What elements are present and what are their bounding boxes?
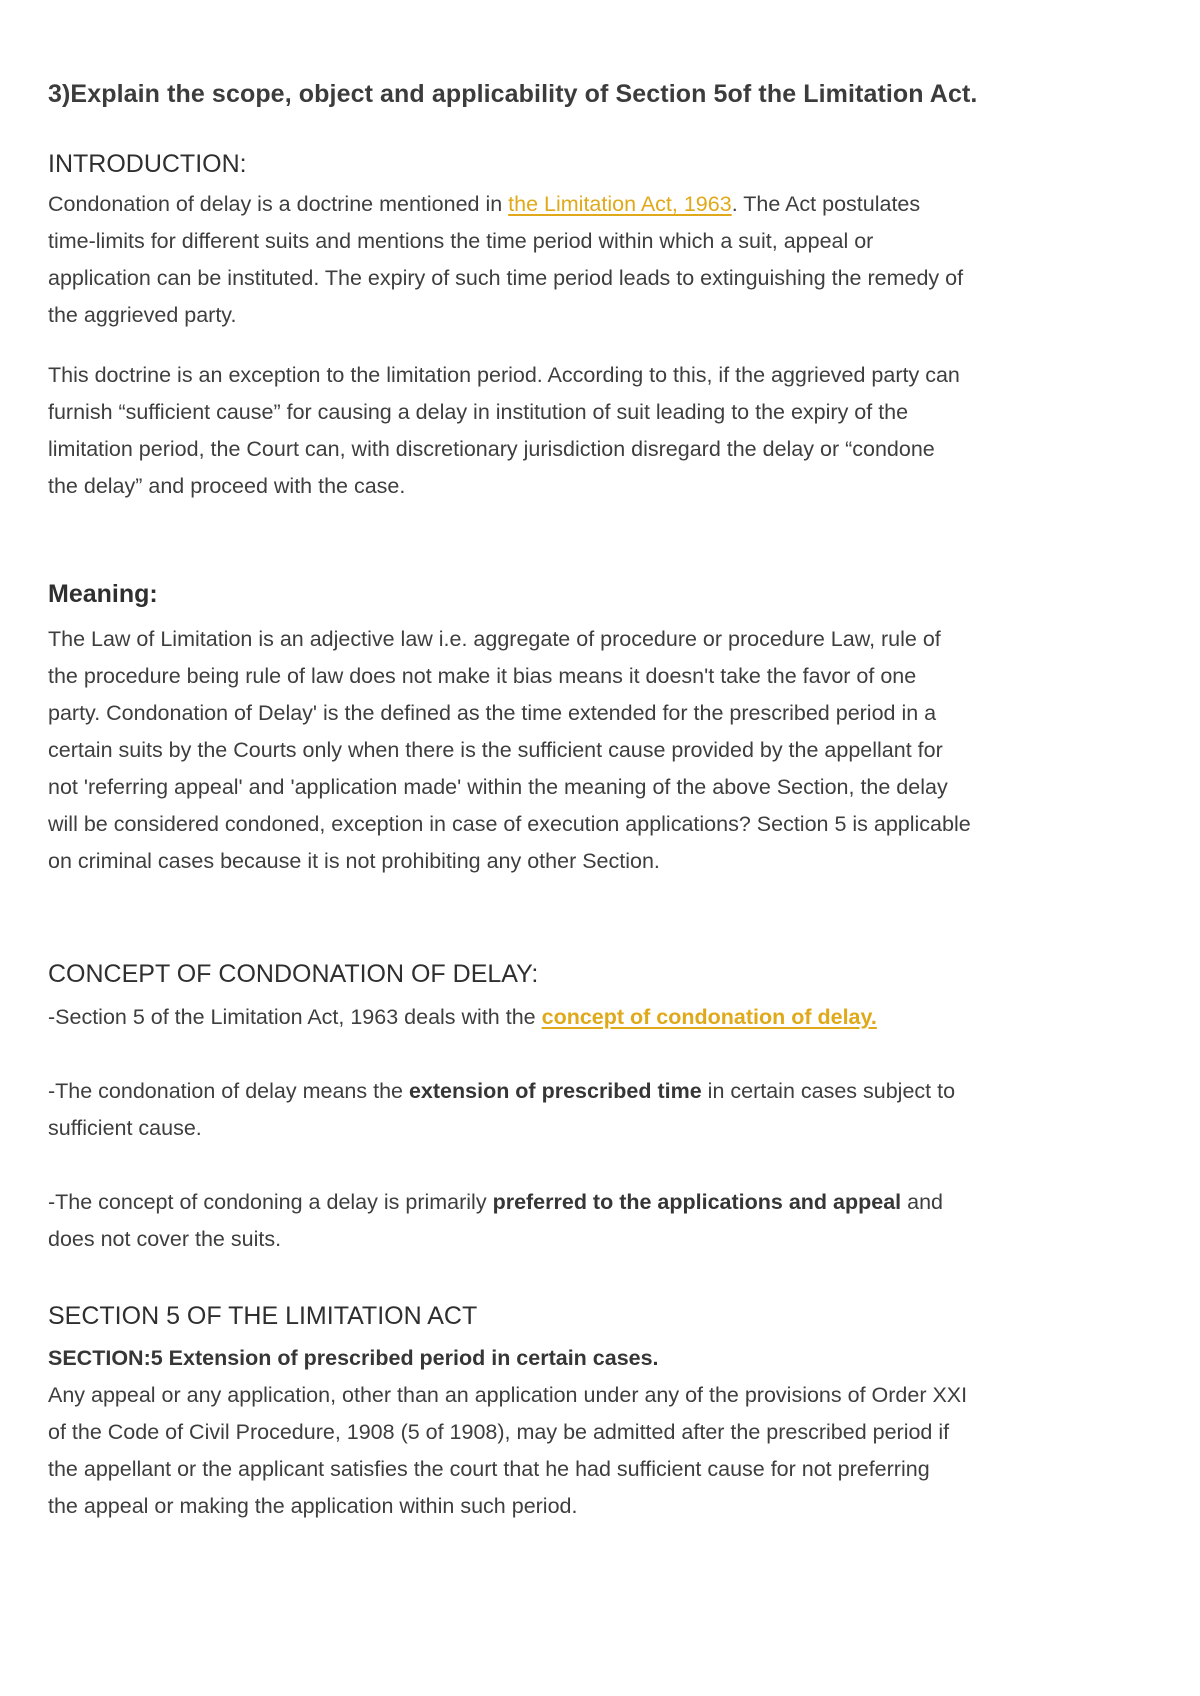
- meaning-line: The Law of Limitation is an adjective law i.e. aggregate of procedure or procedure Law, rule of: [48, 627, 941, 651]
- concept-b3-text: -The concept of condoning a delay is primarily: [48, 1190, 493, 1214]
- intro-p1-line: the aggrieved party.: [48, 303, 237, 327]
- intro-p1-line: application can be instituted. The expiry of such time period leads to extinguishing the remedy of: [48, 266, 964, 290]
- intro-p1-line-1: [48, 186, 1160, 223]
- meaning-line: not 'referring appeal' and 'application made' within the meaning of the above Section, the delay: [48, 775, 948, 799]
- intro-paragraph-1: [48, 186, 1160, 334]
- intro-p2-line: the delay” and proceed with the case.: [48, 474, 406, 498]
- intro-p1-line: time-limits for different suits and mentions the time period within which a suit, appeal or: [48, 229, 874, 253]
- limitation-act-link[interactable]: the Limitation Act, 1963: [508, 192, 732, 216]
- heading-concept: CONCEPT OF CONDONATION OF DELAY:: [48, 960, 539, 988]
- concept-b3-bold: preferred to the applications and appeal: [492, 1190, 902, 1214]
- intro-p1-text-after: . The Act postulates: [731, 192, 921, 216]
- concept-b2-bold: extension of prescribed time: [408, 1079, 702, 1103]
- section5-line: the appeal or making the application within such period.: [48, 1494, 578, 1518]
- concept-b2-text: -The condonation of delay means the: [48, 1079, 409, 1103]
- meaning-line: the procedure being rule of law does not make it bias means it doesn't take the favor of one: [48, 664, 917, 688]
- concept-bullet-2: [48, 1073, 1160, 1147]
- meaning-line: will be considered condoned, exception in case of execution applications? Section 5 is applicable: [48, 812, 971, 836]
- concept-b3-text-after: and: [901, 1190, 944, 1214]
- intro-paragraph-2: [48, 357, 1160, 505]
- section5-line: the appellant or the applicant satisfies the court that he had sufficient cause for not preferring: [48, 1457, 930, 1481]
- concept-bullet-3: [48, 1184, 1160, 1258]
- section5-subheading: SECTION:5 Extension of prescribed period in certain cases.: [48, 1346, 659, 1370]
- concept-b2-text-after: in certain cases subject to: [701, 1079, 956, 1103]
- intro-p2-line: This doctrine is an exception to the limitation period. According to this, if the aggrieved party can: [48, 363, 960, 387]
- meaning-paragraph: [48, 621, 1160, 880]
- intro-p2-line: limitation period, the Court can, with discretionary jurisdiction disregard the delay or “condone: [48, 437, 935, 461]
- condonation-concept-link[interactable]: concept of condonation of delay.: [541, 1005, 877, 1029]
- section5-line: of the Code of Civil Procedure, 1908 (5 of 1908), may be admitted after the prescribed period if: [48, 1420, 950, 1444]
- concept-b3-line-2: does not cover the suits.: [48, 1227, 282, 1251]
- concept-b2-line-2: sufficient cause.: [48, 1116, 202, 1140]
- concept-bullet-1: [48, 999, 1160, 1036]
- intro-p1-text: Condonation of delay is a doctrine mentioned in: [48, 192, 509, 216]
- meaning-line: on criminal cases because it is not prohibiting any other Section.: [48, 849, 660, 873]
- concept-b3-line-1: [48, 1184, 1160, 1221]
- concept-b1-line: [48, 999, 1160, 1036]
- concept-b1-text: -Section 5 of the Limitation Act, 1963 deals with the: [48, 1005, 542, 1029]
- meaning-line: party. Condonation of Delay' is the defined as the time extended for the prescribed period in a: [48, 701, 937, 725]
- heading-section-5: SECTION 5 OF THE LIMITATION ACT: [48, 1302, 478, 1330]
- intro-p2-line: furnish “sufficient cause” for causing a delay in institution of suit leading to the expiry of the: [48, 400, 909, 424]
- heading-meaning: Meaning:: [48, 580, 158, 608]
- concept-b2-line-1: [48, 1073, 1160, 1110]
- section5-block: [48, 1340, 1160, 1525]
- section5-line: Any appeal or any application, other than an application under any of the provisions of Order XXI: [48, 1383, 968, 1407]
- page-title: 3)Explain the scope, object and applicability of Section 5of the Limitation Act.: [48, 80, 978, 108]
- meaning-line: certain suits by the Courts only when there is the sufficient cause provided by the appellant for: [48, 738, 943, 762]
- heading-introduction: INTRODUCTION:: [48, 150, 247, 178]
